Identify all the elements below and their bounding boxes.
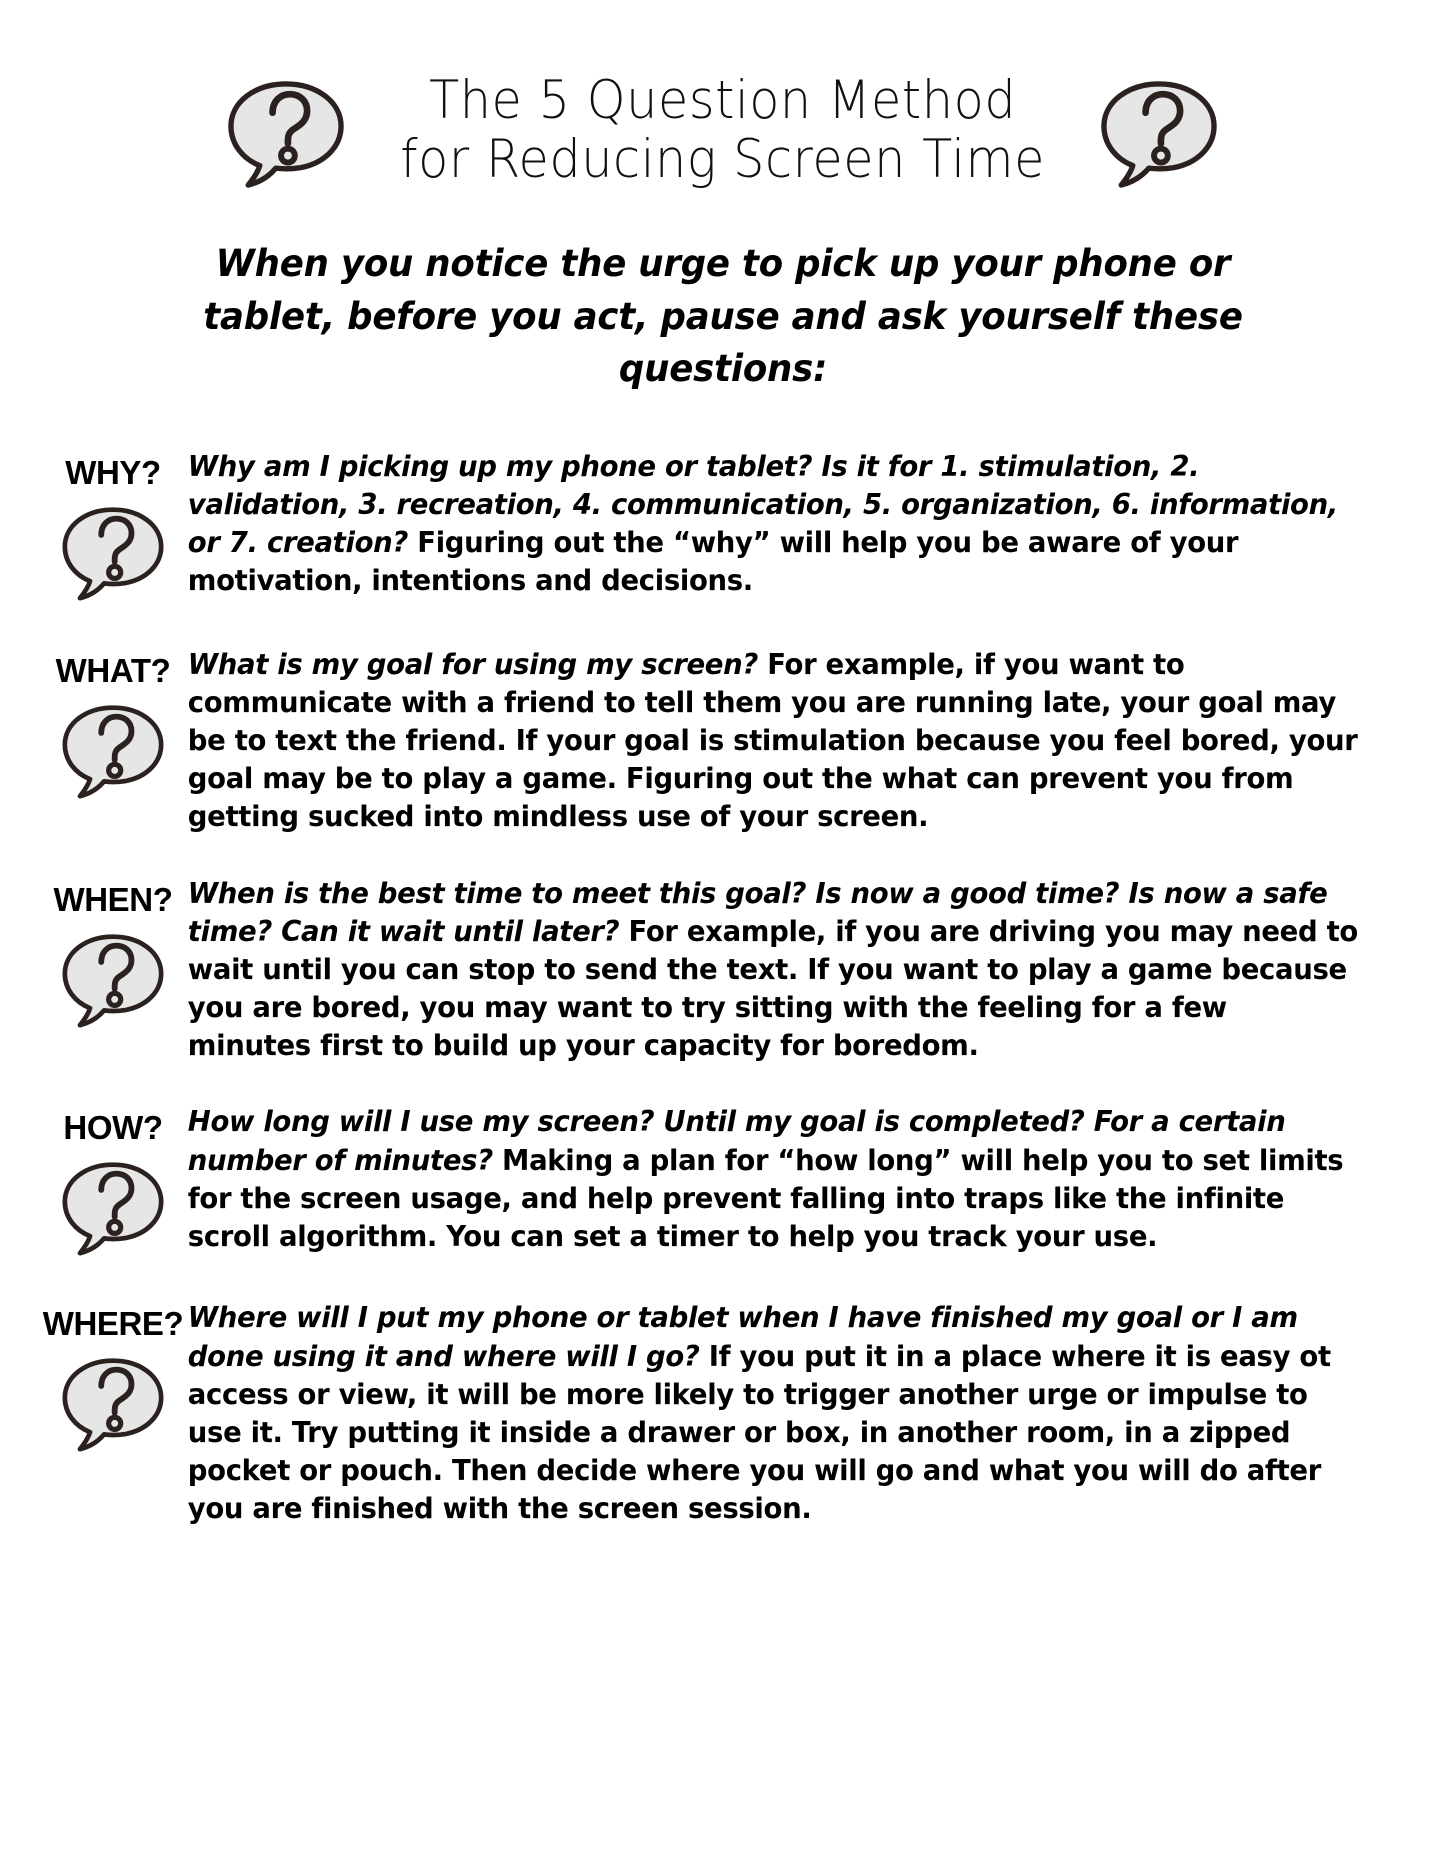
question-prompt-where: Where will I put my phone or tablet when I have finished my goal or I am done using it and where will I go? xyxy=(187,1301,1298,1373)
question-answer-when: For example, if you are driving you may need to wait until you can stop to send the text. If you want to play a game because you are bored, you may want to try sitting with the feeling for a few minutes first to build up your capacity for boredom. xyxy=(187,914,1358,1063)
question-answer-what: For example, if you want to communicate with a friend to tell them you are running late, your goal may be to text the friend. If your goal is stimulation because you feel bored, your goal may be to play a game. Figuring out the what can prevent you from getting sucked into mindless use of your screen. xyxy=(187,647,1358,834)
question-marker-where xyxy=(44,1299,182,1457)
question-prompt-how: How long will I use my screen? Until my goal is completed? For a certain number of minutes? xyxy=(187,1105,1286,1177)
question-row-how xyxy=(44,1103,1401,1261)
question-label-when: WHEN? xyxy=(53,880,173,918)
question-answer-why: Figuring out the “why” will help you be aware of your motivation, intentions and decisions. xyxy=(187,525,1239,598)
poster-header xyxy=(0,0,1445,194)
question-prompt-when: When is the best time to meet this goal? Is now a good time? Is now a safe time? Can it wait until later? xyxy=(187,876,1328,948)
question-speech-bubble-icon xyxy=(222,66,350,194)
page-title xyxy=(376,71,1069,190)
question-speech-bubble-icon xyxy=(1095,66,1223,194)
question-row-why xyxy=(44,448,1401,606)
question-speech-bubble-icon xyxy=(57,494,169,606)
question-text-why xyxy=(182,448,1358,601)
question-text-where xyxy=(182,1299,1358,1528)
question-marker-why xyxy=(44,448,182,606)
title-line-1: The 5 Question Method xyxy=(428,69,1017,131)
question-row-when xyxy=(44,875,1401,1066)
question-label-where: WHERE? xyxy=(42,1305,184,1343)
question-text-how xyxy=(182,1103,1358,1256)
question-row-where xyxy=(44,1299,1401,1528)
question-prompt-why: Why am I picking up my phone or tablet? Is it for 1. stimulation, 2. validation, 3. recreation, 4. communication, 5. organization, 6. information, or 7. creation? xyxy=(187,449,1338,559)
question-answer-how: Making a plan for “how long” will help you to set limits for the screen usage, and help prevent falling into traps like the infinite scroll algorithm. You can set a timer to help you track your use. xyxy=(187,1143,1344,1254)
question-marker-when xyxy=(44,875,182,1033)
question-label-what: WHAT? xyxy=(55,651,171,689)
question-text-what xyxy=(182,646,1358,837)
poster-subtitle: When you notice the urge to pick up your phone or tablet, before you act, pause and ask yourself these questions: xyxy=(202,242,1243,391)
question-label-why: WHY? xyxy=(65,453,161,491)
question-speech-bubble-icon xyxy=(57,1149,169,1261)
question-marker-what xyxy=(44,646,182,804)
question-speech-bubble-icon xyxy=(57,692,169,804)
question-answer-where: If you put it in a place where it is easy ot access or view, it will be more likely to trigger another urge or impulse to use it. Try putting it inside a drawer or box, in another room, in a zipped pocket or pouch. Then decide where you will go and what you will do after you are finished with the screen session. xyxy=(187,1339,1331,1526)
question-row-what xyxy=(44,646,1401,837)
question-speech-bubble-icon xyxy=(57,921,169,1033)
question-speech-bubble-icon xyxy=(57,1345,169,1457)
title-line-2: for Reducing Screen Time xyxy=(400,129,1045,190)
question-list xyxy=(0,448,1445,1529)
question-marker-how xyxy=(44,1103,182,1261)
question-text-when xyxy=(182,875,1358,1066)
question-label-how: HOW? xyxy=(63,1109,163,1147)
question-prompt-what: What is my goal for using my screen? xyxy=(187,647,758,681)
